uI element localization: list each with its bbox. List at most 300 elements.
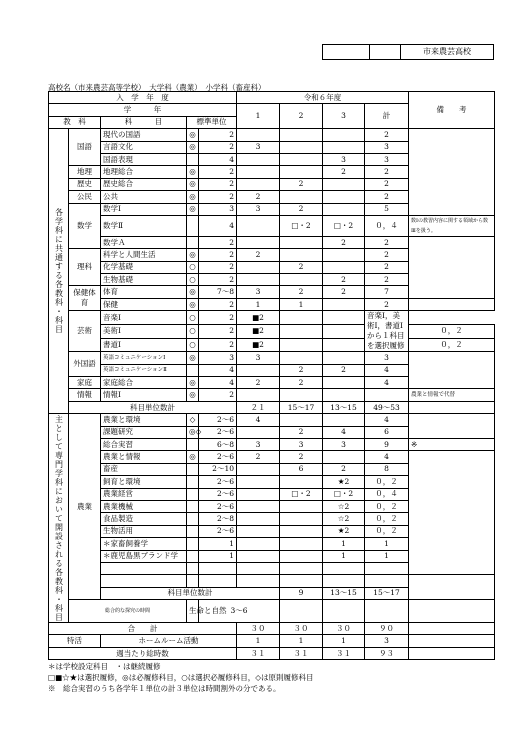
subject-mark: ◎ [187, 389, 199, 401]
total-units: 2 [365, 191, 409, 203]
grade2-units: 6 [280, 463, 323, 475]
table-row [49, 129, 495, 141]
hoken-taiiku-label: 保健体育 [69, 286, 101, 311]
total-units: 7 [365, 286, 409, 298]
grade-2: 2 [280, 104, 323, 129]
reiwa-header: 令和６年度 [237, 92, 409, 104]
total-units: 2 [365, 129, 409, 141]
empty-cell [187, 575, 199, 587]
grade2-units: 1 [280, 298, 323, 310]
grade1-units: 2 [237, 249, 280, 261]
grade2-units: 3 [280, 438, 323, 450]
table-row [49, 311, 495, 325]
table-row [49, 236, 495, 248]
subtotal1-total: 49～53 [365, 401, 409, 413]
grade2-units: 2 [280, 203, 323, 215]
subject-mark: ◎ [187, 129, 199, 141]
remark-cell [409, 635, 495, 647]
remark-cell [409, 647, 495, 659]
hr-total: 3 [365, 635, 409, 647]
standard-units: 2～6 [199, 426, 237, 438]
grade1-units: 2 [237, 451, 280, 463]
standard-units-header: 標準単位 [187, 116, 237, 128]
empty-cell [323, 575, 365, 587]
grade3-units [323, 414, 365, 426]
standard-units: 2～6 [199, 476, 237, 488]
subject-mark [187, 215, 199, 236]
total-units: 3 [365, 153, 409, 165]
geijutsu-label: 芸術 [69, 311, 101, 352]
standard-units: 3 [199, 352, 237, 364]
grade1-units: 3 [237, 286, 280, 298]
grade3-units [323, 377, 365, 389]
subject-name: 体育 [101, 286, 187, 298]
total-units: 2 [365, 261, 409, 273]
subject-mark: ◎ [187, 203, 199, 215]
school-info-line: 高校名（市来農芸高等学校） 大学科（農業） 小学科（畜産科） [48, 83, 266, 92]
standard-units: 2 [199, 338, 237, 352]
grade3-units [323, 352, 365, 364]
grade1-units [237, 550, 280, 562]
subject-name: 数学Ⅱ [101, 215, 187, 236]
grade3-units: 2 [323, 286, 365, 298]
tankyu-std: 3～6 [199, 600, 280, 623]
weekly-grade2: ３１ [280, 647, 323, 659]
total-units: ０，２ [365, 500, 409, 512]
grade2-units [280, 352, 323, 364]
grade3-units: 4 [323, 426, 365, 438]
grade1-units: 2 [237, 191, 280, 203]
subtotal-label: 科目単位数計 [101, 587, 280, 599]
subject-name: 食品製造 [101, 513, 187, 525]
gokei-grade2: ３０ [280, 623, 323, 635]
subject-mark: ◎ [187, 191, 199, 203]
homeroom-label: ホームルーム活動 [101, 635, 237, 647]
subtotal2-grade3: 15～17 [365, 587, 409, 599]
total-units: ０，２ [409, 324, 495, 338]
standard-units: 1 [199, 550, 237, 562]
subject-name: 書道Ⅰ [101, 338, 187, 352]
standard-units: 6～8 [199, 438, 237, 450]
weekly-label: 週当たり総時数 [49, 647, 237, 659]
total-units: 6 [365, 426, 409, 438]
grade1-units [237, 426, 280, 438]
subject-name: 家庭総合 [101, 377, 187, 389]
grade3-units: ☆2 [323, 500, 365, 512]
grade3-units [323, 311, 365, 325]
grade2-units [280, 274, 323, 286]
katei-label: 家庭 [69, 377, 101, 389]
standard-units: 2 [199, 236, 237, 248]
total-units: 2 [365, 166, 409, 178]
gokei-label: 合 計 [49, 623, 237, 635]
grade3-units [323, 191, 365, 203]
subject-mark [187, 500, 199, 512]
gokei-grade1: ３０ [237, 623, 280, 635]
senmon-subjects-label: 主として専門学科において開設される各教科・科目 [49, 414, 69, 623]
remark-cell [409, 451, 495, 575]
subtotal-label: 科目単位数計 [69, 401, 237, 413]
table-row [49, 600, 495, 623]
grade2-units [280, 153, 323, 165]
standard-units: 2 [199, 141, 237, 153]
grade2-units [280, 166, 323, 178]
subject-name: 数学Ⅰ [101, 203, 187, 215]
total-units: 4 [365, 414, 409, 426]
grade3-units: 2 [323, 166, 365, 178]
grade1-units: ■2 [237, 338, 280, 352]
grade2-units [280, 324, 323, 338]
grade2-units: 2 [280, 286, 323, 298]
subject-mark: ◎ [187, 298, 199, 310]
remark-cell [409, 575, 495, 600]
school-name: 市来農芸高校 [423, 47, 471, 56]
kamoku-header: 科 目 [101, 116, 187, 128]
subtotal2-grade2: 13～15 [323, 587, 365, 599]
table-row [49, 575, 495, 587]
subject-name: 音楽Ⅰ [101, 311, 187, 325]
common-subjects-label: 各学科に共通する各教科・科目 [49, 129, 69, 414]
subtotal1-grade3: 13～15 [323, 401, 365, 413]
grade1-units [237, 153, 280, 165]
grade3-units [323, 451, 365, 463]
table-row [49, 92, 495, 104]
total-units: 4 [365, 451, 409, 463]
subject-name: 化学基礎 [101, 261, 187, 273]
total-header: 計 [365, 104, 409, 129]
subject-mark: ○ [187, 261, 199, 273]
total-units: 1 [365, 538, 409, 550]
subject-mark [187, 236, 199, 248]
total-units: 5 [365, 203, 409, 215]
kokugo-label: 国語 [69, 129, 101, 166]
subject-mark [187, 364, 199, 376]
subject-name: 農業機械 [101, 500, 187, 512]
subject-name: 現代の国語 [101, 129, 187, 141]
subtotal1-grade1: ２１ [237, 401, 280, 413]
empty-cell [280, 562, 323, 574]
total-units: 1 [365, 550, 409, 562]
subject-name: 公共 [101, 191, 187, 203]
grade3-units [323, 249, 365, 261]
grade3-units [323, 338, 365, 352]
standard-units: 4 [199, 364, 237, 376]
chiri-label: 地理 [69, 166, 101, 178]
subject-name: 総合実習 [101, 438, 187, 450]
grade3-units: 1 [323, 538, 365, 550]
grade1-units: ■2 [237, 311, 280, 325]
tankyu-name: 生命と自然 [187, 600, 199, 623]
standard-units: 2 [199, 249, 237, 261]
grade3-units: ★2 [323, 476, 365, 488]
note-3: ※ 総合実習のうち各学年１単位の計３単位は時間割外の分である。 [48, 684, 281, 693]
standard-units: 2～6 [199, 451, 237, 463]
subject-name: 農業と情報 [101, 451, 187, 463]
empty-cell [280, 575, 323, 587]
remark-cell [409, 298, 495, 310]
subtotal1-grade2: 15～17 [280, 401, 323, 413]
grade-1: 1 [237, 104, 280, 129]
grade1-units [237, 129, 280, 141]
empty-cell [199, 562, 237, 574]
grade1-units [237, 463, 280, 475]
grade3-units: 2 [323, 364, 365, 376]
grade2-units [280, 414, 323, 426]
rika-label: 理科 [69, 249, 101, 286]
hr-grade2: 1 [280, 635, 323, 647]
subtotal2-grade1: 9 [280, 587, 323, 599]
grade2-units [280, 500, 323, 512]
subject-mark: ◎ [187, 286, 199, 298]
standard-units: 2 [199, 298, 237, 310]
grade1-units [237, 236, 280, 248]
grade1-units [237, 274, 280, 286]
total-units: 4 [365, 377, 409, 389]
nogyo-label: 農業 [69, 414, 101, 600]
subject-name: 英語コミュニケーションⅡ [101, 364, 187, 376]
subject-mark [187, 538, 199, 550]
gaikoku-label: 外国語 [69, 352, 101, 377]
table-row [49, 338, 495, 352]
subject-mark [187, 550, 199, 562]
subject-mark: ○ [187, 274, 199, 286]
grade3-units [323, 298, 365, 310]
subject-mark: ◎ [187, 166, 199, 178]
grade1-units [237, 513, 280, 525]
total-units: 2 [365, 178, 409, 190]
table-row [49, 647, 495, 659]
subject-name: 課題研究 [101, 426, 187, 438]
grade3-units: ☆2 [323, 513, 365, 525]
subject-name: 国語表現 [101, 153, 187, 165]
total-units: 2 [365, 249, 409, 261]
total-units: 2 [365, 274, 409, 286]
grade1-units: 2 [237, 377, 280, 389]
standard-units: 2～6 [199, 525, 237, 537]
standard-units: 2～6 [199, 488, 237, 500]
grade1-units [237, 488, 280, 500]
remark-math: 数Ⅰの教習内容に関する領域から数Ⅲを扱う。 [409, 215, 495, 236]
grade1-units [237, 178, 280, 190]
grade2-units: 2 [280, 451, 323, 463]
grade3-units: 2 [323, 236, 365, 248]
grade1-units: 3 [237, 438, 280, 450]
standard-units: 2 [199, 389, 237, 401]
table-row [49, 324, 495, 338]
tankyu-label: 総合的な探究の時間 [69, 600, 187, 623]
grade3-units [323, 261, 365, 273]
grade1-units: 4 [237, 414, 280, 426]
subject-mark: ○ [187, 338, 199, 352]
total-units: 8 [365, 463, 409, 475]
total-units: ０，２ [365, 525, 409, 537]
grade2-units [280, 338, 323, 352]
empty-cell [199, 575, 237, 587]
grade3-units: 2 [323, 274, 365, 286]
grade3-units [323, 178, 365, 190]
grade1-units [237, 389, 280, 401]
table-row [49, 401, 495, 413]
grade2-units [280, 550, 323, 562]
subject-mark: ◎◇ [187, 426, 199, 438]
subject-mark: ◎ [187, 141, 199, 153]
grade1-units [237, 538, 280, 550]
grade3-units: ★2 [323, 525, 365, 537]
weekly-grade1: ３１ [237, 647, 280, 659]
subject-name: 飼育と環境 [101, 476, 187, 488]
grade3-units [323, 324, 365, 338]
standard-units: 2 [199, 261, 237, 273]
remark-cell [409, 129, 495, 216]
grade-3: 3 [323, 104, 365, 129]
subject-name: ＊家畜飼養学 [101, 538, 187, 550]
joho-label: 情報 [69, 389, 101, 401]
remark-joho: 農業と情報で代替 [409, 389, 495, 401]
subject-mark: ◎ [187, 377, 199, 389]
tokkatsu-label: 特活 [49, 635, 101, 647]
kyoka-header: 教 科 [49, 116, 101, 128]
subject-mark: ○ [187, 324, 199, 338]
table-row [49, 298, 495, 310]
subject-mark: ○ [187, 311, 199, 325]
total-units: 2 [365, 298, 409, 310]
gokei-grade3: ３０ [323, 623, 365, 635]
hr-grade1: 1 [237, 635, 280, 647]
grade2-units: 2 [280, 261, 323, 273]
empty-cell [101, 562, 187, 574]
remark-cell [409, 623, 495, 635]
total-units: ０，２ [365, 476, 409, 488]
subject-name: 畜産 [101, 463, 187, 475]
subject-mark [187, 476, 199, 488]
subject-mark [187, 463, 199, 475]
notes [48, 661, 314, 694]
total-units: 4 [365, 364, 409, 376]
grade1-units: 3 [237, 203, 280, 215]
remark-cell [409, 236, 495, 298]
table-row [49, 352, 495, 364]
empty-cell [237, 575, 280, 587]
table-row [49, 451, 495, 463]
subject-mark [187, 488, 199, 500]
subject-name: 保健 [101, 298, 187, 310]
subject-name: 生物基礎 [101, 274, 187, 286]
grade3-units [323, 389, 365, 401]
total-units: 3 [365, 141, 409, 153]
grade3-units: 2 [323, 463, 365, 475]
grade3-units: 3 [323, 438, 365, 450]
subject-name: 英語コミュニケーションⅠ [101, 352, 187, 364]
table-row [49, 623, 495, 635]
grade2-units [280, 525, 323, 537]
grade2-units: □・2 [280, 215, 323, 236]
grade3-units [323, 129, 365, 141]
standard-units: 2 [199, 166, 237, 178]
grade3-units: 3 [323, 153, 365, 165]
standard-units: 1 [199, 538, 237, 550]
empty-cell [323, 600, 365, 623]
empty-cell [101, 575, 187, 587]
standard-units: 2～8 [199, 513, 237, 525]
total-units: 9 [365, 438, 409, 450]
subject-name: ＊鹿児島黒ブランド学 [101, 550, 187, 562]
standard-units: 2 [199, 324, 237, 338]
standard-units: 2 [199, 129, 237, 141]
grade3-units [323, 203, 365, 215]
empty-cell [280, 600, 323, 623]
grade2-units [280, 191, 323, 203]
subject-name: 生物活用 [101, 525, 187, 537]
grade1-units: 3 [237, 141, 280, 153]
standard-units: 4 [199, 153, 237, 165]
grade1-units [237, 525, 280, 537]
grade3-units [323, 141, 365, 153]
subject-mark: ◎ [187, 451, 199, 463]
remark-cell [409, 352, 495, 389]
sugaku-label: 数学 [69, 203, 101, 249]
komin-label: 公民 [69, 191, 101, 203]
empty-cell [365, 562, 409, 574]
grade2-units [280, 249, 323, 261]
grade1-units: ■2 [237, 324, 280, 338]
subject-name: 数学Ａ [101, 236, 187, 248]
remark-cell [409, 401, 495, 413]
subject-mark [187, 513, 199, 525]
grade2-units: 2 [280, 426, 323, 438]
standard-units: 4 [199, 377, 237, 389]
grade3-units: □・2 [323, 488, 365, 500]
grade1-units: 3 [237, 352, 280, 364]
subject-mark: ◇ [187, 414, 199, 426]
standard-units: 2～6 [199, 500, 237, 512]
total-units: ０，２ [409, 338, 495, 352]
standard-units: 2 [199, 191, 237, 203]
grade2-units [280, 476, 323, 488]
table-row [49, 438, 495, 450]
remark-art: 音楽Ⅰ，美術Ⅰ，書道Ⅰから１科目を選択履修 [365, 311, 409, 352]
subject-name: 歴史総合 [101, 178, 187, 190]
total-units: 2 [365, 236, 409, 248]
school-name-box [322, 44, 494, 60]
note-1: ＊は学校設定科目 ・は継続履修 [48, 662, 161, 671]
empty-cell [187, 562, 199, 574]
remarks-header: 備 考 [409, 92, 495, 129]
total-units: 3 [365, 352, 409, 364]
standard-units: 2～10 [199, 463, 237, 475]
grade1-units [237, 215, 280, 236]
total-units: ０，４ [365, 488, 409, 500]
standard-units: 2 [199, 311, 237, 325]
subject-name: 農業と環境 [101, 414, 187, 426]
weekly-total: ９３ [365, 647, 409, 659]
grade2-units [280, 389, 323, 401]
empty-cell [237, 562, 280, 574]
grade2-units: 2 [280, 178, 323, 190]
grade3-units: □・2 [323, 215, 365, 236]
standard-units: 2 [199, 178, 237, 190]
standard-units: 4 [199, 215, 237, 236]
grade3-units: 1 [323, 550, 365, 562]
grade2-units [280, 538, 323, 550]
empty-cell [365, 600, 409, 623]
subject-mark [187, 438, 199, 450]
subject-name: 地理総合 [101, 166, 187, 178]
grade-header: 学 年 [49, 104, 237, 116]
grade1-units: 1 [237, 298, 280, 310]
subject-mark: ◎ [187, 249, 199, 261]
subject-mark [187, 525, 199, 537]
grade2-units [280, 311, 323, 325]
